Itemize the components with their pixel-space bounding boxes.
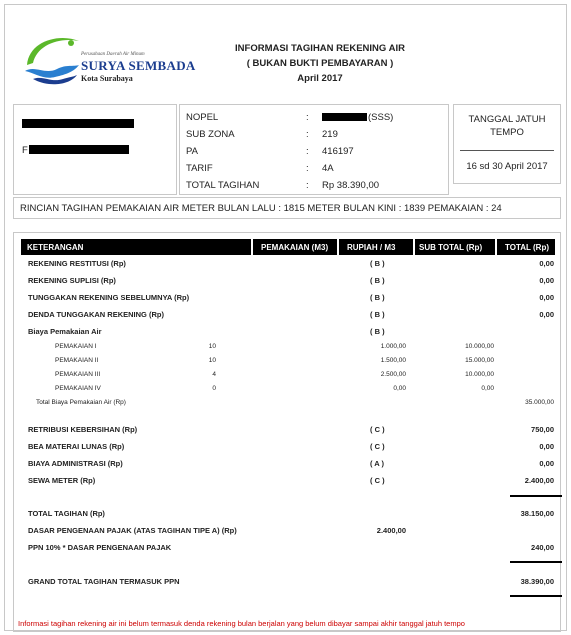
bill-document	[4, 4, 567, 631]
row-total: 38.150,00	[520, 509, 554, 518]
tarif-value: 4A	[322, 163, 334, 174]
row-pemakaian: 10	[208, 343, 216, 350]
row-label: DASAR PENGENAAN PAJAK (ATAS TAGIHAN TIPE A) (Rp)	[28, 526, 237, 535]
table-row	[28, 399, 554, 411]
table-row	[28, 327, 554, 339]
redacted-customer-name	[22, 119, 134, 128]
row-total: 0,00	[539, 259, 554, 268]
nopel-value: (SSS)	[368, 112, 394, 123]
header-divider	[337, 239, 339, 255]
row-pemakaian: 0	[212, 385, 216, 392]
row-pemakaian: 10	[208, 357, 216, 364]
total-tagihan-value: Rp 38.390,00	[322, 180, 380, 191]
table-row	[28, 276, 554, 288]
table-row	[28, 293, 554, 305]
col-subtotal: SUB TOTAL (Rp)	[419, 243, 483, 252]
total-tagihan-row	[186, 180, 446, 194]
pa-label: PA	[186, 146, 198, 157]
row-total: 0,00	[539, 459, 554, 468]
table-row	[28, 259, 554, 271]
col-keterangan: KETERANGAN	[27, 243, 84, 252]
total-divider	[510, 561, 562, 563]
table-header	[21, 239, 555, 255]
row-rupiah: ( C )	[370, 425, 385, 434]
logo-brand: SURYA SEMBADA	[81, 58, 196, 73]
total-divider	[510, 595, 562, 597]
subzona-colon: :	[306, 129, 309, 140]
row-rupiah: 2.400,00	[376, 526, 406, 535]
row-total: 240,00	[531, 543, 554, 552]
table-row	[28, 459, 554, 471]
table-row	[28, 509, 554, 521]
footnote: Informasi tagihan rekening air ini belum termasuk denda rekening bulan berjalan yang belum dibayar sampai akhir tanggal jatuh tempo	[18, 619, 465, 628]
row-total: 38.390,00	[520, 577, 554, 586]
row-total: 35.000,00	[525, 399, 554, 406]
row-label: Total Biaya Pemakaian Air (Rp)	[36, 399, 126, 406]
table-row	[28, 442, 554, 454]
customer-box	[13, 104, 177, 195]
row-label: REKENING RESTITUSI (Rp)	[28, 259, 126, 268]
due-date-divider	[460, 150, 554, 151]
subzona-row	[186, 129, 446, 143]
table-row	[28, 371, 554, 383]
row-rupiah: ( B )	[370, 310, 385, 319]
row-rupiah: ( B )	[370, 327, 385, 336]
logo-city: Kota Surabaya	[81, 74, 133, 83]
row-total: 2.400,00	[524, 476, 554, 485]
due-date-title: TANGGAL JATUH TEMPO	[468, 114, 546, 138]
row-rupiah: 1.000,00	[380, 343, 406, 350]
row-subtotal: 10.000,00	[465, 343, 494, 350]
title-line-2: ( BUKAN BUKTI PEMBAYARAN )	[246, 58, 394, 69]
row-rupiah: ( B )	[370, 276, 385, 285]
subzona-value: 219	[322, 129, 338, 140]
table-row	[28, 577, 554, 589]
row-rupiah: 2.500,00	[380, 371, 406, 378]
row-pemakaian: 4	[212, 371, 216, 378]
nopel-row	[186, 112, 446, 126]
row-label: PEMAKAIAN I	[55, 343, 97, 350]
company-logo	[19, 27, 209, 87]
table-row	[28, 476, 554, 488]
nopel-colon: :	[306, 112, 309, 123]
due-date-value: 16 sd 30 April 2017	[466, 161, 548, 172]
col-pemakaian: PEMAKAIAN (M3)	[261, 243, 329, 252]
row-label: RETRIBUSI KEBERSIHAN (Rp)	[28, 425, 138, 434]
tarif-row	[186, 163, 446, 177]
redacted-customer-address	[29, 145, 129, 154]
row-total: 0,00	[539, 276, 554, 285]
header-divider	[251, 239, 253, 255]
row-rupiah: ( C )	[370, 476, 385, 485]
row-label: REKENING SUPLISI (Rp)	[28, 276, 116, 285]
pa-row	[186, 146, 446, 160]
usage-summary: RINCIAN TAGIHAN PEMAKAIAN AIR METER BULAN LALU : 1815 METER BULAN KINI : 1839 PEMAKAIAN : 24	[13, 197, 561, 219]
col-total: TOTAL (Rp)	[505, 243, 549, 252]
row-subtotal: 10.000,00	[465, 371, 494, 378]
row-label: PEMAKAIAN IV	[55, 385, 101, 392]
total-tagihan-colon: :	[306, 180, 309, 191]
customer-address-prefix: F	[22, 145, 28, 156]
pa-colon: :	[306, 146, 309, 157]
row-total: 0,00	[539, 293, 554, 302]
table-row	[28, 425, 554, 437]
wave-logo-icon	[19, 27, 81, 87]
row-subtotal: 15.000,00	[465, 357, 494, 364]
due-date-box	[453, 104, 561, 184]
total-divider	[510, 495, 562, 497]
row-rupiah: 1.500,00	[380, 357, 406, 364]
tarif-label: TARIF	[186, 163, 213, 174]
row-label: PPN 10% * DASAR PENGENAAN PAJAK	[28, 543, 172, 552]
row-label: BIAYA ADMINISTRASI (Rp)	[28, 459, 123, 468]
bill-detail-table	[13, 232, 561, 632]
header-divider	[413, 239, 415, 255]
row-total: 750,00	[531, 425, 554, 434]
row-total: 0,00	[539, 442, 554, 451]
row-rupiah: ( A )	[370, 459, 385, 468]
row-label: SEWA METER (Rp)	[28, 476, 96, 485]
row-rupiah: ( B )	[370, 293, 385, 302]
header-divider	[495, 239, 497, 255]
table-row	[28, 385, 554, 397]
document-title	[195, 41, 445, 86]
table-row	[28, 526, 554, 538]
row-rupiah: 0,00	[393, 385, 406, 392]
subzona-label: SUB ZONA	[186, 129, 235, 140]
table-row	[28, 310, 554, 322]
row-label: PEMAKAIAN II	[55, 357, 99, 364]
table-row	[28, 343, 554, 355]
row-label: GRAND TOTAL TAGIHAN TERMASUK PPN	[28, 577, 180, 586]
title-line-1: INFORMASI TAGIHAN REKENING AIR	[235, 43, 405, 54]
table-row	[28, 543, 554, 555]
nopel-label: NOPEL	[186, 112, 219, 123]
row-subtotal: 0,00	[481, 385, 494, 392]
row-total: 0,00	[539, 310, 554, 319]
account-info-box	[179, 104, 449, 195]
row-rupiah: ( B )	[370, 259, 385, 268]
redacted-nopel	[322, 113, 367, 121]
tarif-colon: :	[306, 163, 309, 174]
logo-tagline: Perusahaan Daerah Air Minum	[81, 52, 145, 57]
col-rupiah: RUPIAH / M3	[347, 243, 396, 252]
row-label: DENDA TUNGGAKAN REKENING (Rp)	[28, 310, 164, 319]
pa-value: 416197	[322, 146, 354, 157]
row-label: TOTAL TAGIHAN (Rp)	[28, 509, 105, 518]
row-label: TUNGGAKAN REKENING SEBELUMNYA (Rp)	[28, 293, 190, 302]
table-row	[28, 357, 554, 369]
total-tagihan-label: TOTAL TAGIHAN	[186, 180, 260, 191]
row-label: Biaya Pemakaian Air	[28, 327, 102, 336]
row-label: PEMAKAIAN III	[55, 371, 101, 378]
row-label: BEA MATERAI LUNAS (Rp)	[28, 442, 125, 451]
row-rupiah: ( C )	[370, 442, 385, 451]
title-line-3: April 2017	[297, 73, 343, 84]
